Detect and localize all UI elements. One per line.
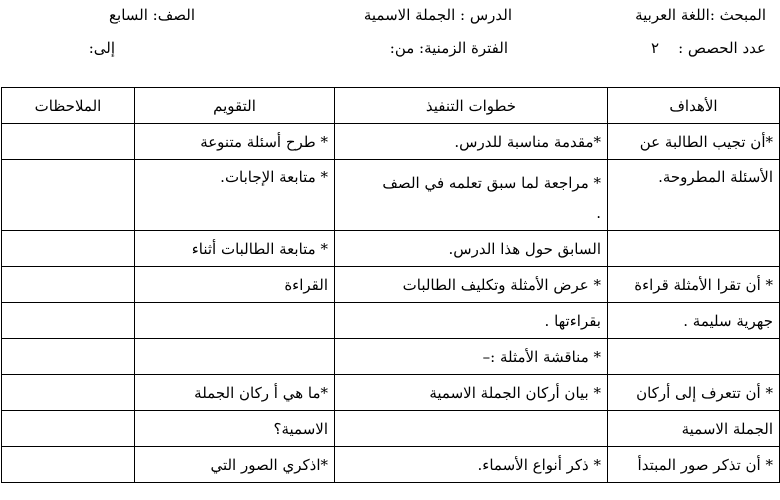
grade-label: الصف: السابع: [109, 6, 195, 24]
notes-cell: [2, 267, 135, 303]
step-cell: * مراجعة لما سبق تعلمه في الصف .: [335, 160, 608, 231]
step-cell: السابق حول هذا الدرس.: [335, 231, 608, 267]
lesson-label: الدرس : الجملة الاسمية: [363, 6, 512, 24]
evaluation-cell: الاسمية؟: [135, 411, 335, 447]
period-label: الفترة الزمنية: من:: [389, 39, 508, 57]
objective-cell: [608, 231, 780, 267]
objective-cell: [608, 339, 780, 375]
notes-cell: [2, 124, 135, 160]
period-to-label: إلى:: [88, 39, 115, 57]
objective-cell: * أن تقرا الأمثلة قراءة: [608, 267, 780, 303]
notes-cell: [2, 411, 135, 447]
sessions-label: عدد الحصص : ٢: [650, 39, 766, 57]
evaluation-cell: [135, 339, 335, 375]
evaluation-cell: *ما هي أ ركان الجملة: [135, 375, 335, 411]
table-header-row: [2, 88, 780, 124]
header-notes: الملاحظات: [2, 88, 135, 124]
table-row: [2, 303, 780, 339]
notes-cell: [2, 160, 135, 231]
step-cell: * بيان أركان الجملة الاسمية: [335, 375, 608, 411]
evaluation-cell: [135, 303, 335, 339]
subject-label: المبحث :اللغة العربية: [635, 6, 766, 24]
objective-cell: * أن تذكر صور المبتدأ: [608, 447, 780, 483]
objective-cell: *أن تجيب الطالبة عن: [608, 124, 780, 160]
table-row: [2, 339, 780, 375]
notes-cell: [2, 231, 135, 267]
notes-cell: [2, 303, 135, 339]
lesson-plan-table: [1, 87, 780, 483]
evaluation-cell: القراءة: [135, 267, 335, 303]
header-objectives: الأهداف: [608, 88, 780, 124]
step-cell: * عرض الأمثلة وتكليف الطالبات: [335, 267, 608, 303]
step-cell: *مقدمة مناسبة للدرس.: [335, 124, 608, 160]
table-row: [2, 375, 780, 411]
evaluation-cell: *اذكري الصور التي: [135, 447, 335, 483]
table-row: [2, 160, 780, 231]
evaluation-cell: * متابعة الطالبات أثناء: [135, 231, 335, 267]
notes-cell: [2, 339, 135, 375]
table-row: [2, 267, 780, 303]
evaluation-cell: * طرح أسئلة متنوعة: [135, 124, 335, 160]
table-row: [2, 124, 780, 160]
objective-cell: * أن تتعرف إلى أركان: [608, 375, 780, 411]
step-cell: * ذكر أنواع الأسماء.: [335, 447, 608, 483]
objective-cell: الأسئلة المطروحة.: [608, 160, 780, 231]
header-evaluation: التقويم: [135, 88, 335, 124]
notes-cell: [2, 447, 135, 483]
notes-cell: [2, 375, 135, 411]
step-cell: [335, 411, 608, 447]
table-row: [2, 231, 780, 267]
step-cell: * مناقشة الأمثلة :–: [335, 339, 608, 375]
objective-cell: الجملة الاسمية: [608, 411, 780, 447]
evaluation-cell: * متابعة الإجابات.: [135, 160, 335, 231]
header-steps: خطوات التنفيذ: [335, 88, 608, 124]
objective-cell: جهرية سليمة .: [608, 303, 780, 339]
table-row: [2, 411, 780, 447]
step-cell: بقراءتها .: [335, 303, 608, 339]
table-row: [2, 447, 780, 483]
